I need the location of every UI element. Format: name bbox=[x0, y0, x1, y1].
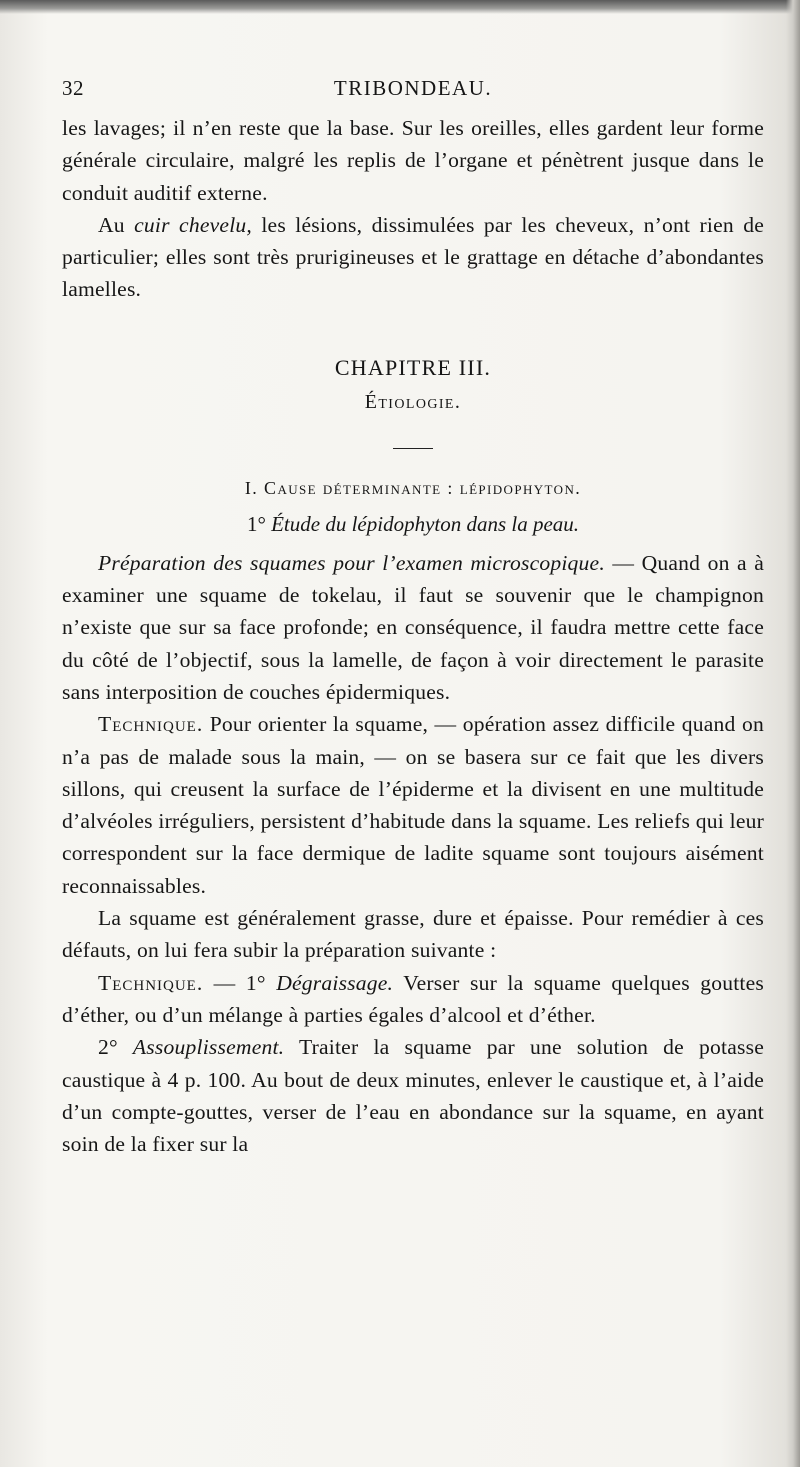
emphasis-cuir-chevelu: cuir chevelu, bbox=[134, 212, 252, 237]
emphasis-degraissage: Dégraissage. bbox=[276, 970, 394, 995]
step-number: 2° bbox=[98, 1035, 133, 1060]
section-title: I. Cause déterminante : lépidophyton. bbox=[244, 477, 582, 498]
text-rest: — Quand on a à examiner une squame de tokelau, il faut se souvenir que le champignon n’existe que sur sa face profonde; en conséquence, il faudra mettre cette face du côté de l’objectif, sous la lamelle, de façon à voir directement le parasite sans interposition de couches épidermiques. bbox=[62, 550, 765, 704]
running-title: TRIBONDEAU. bbox=[333, 76, 493, 100]
subsection-number: 1° bbox=[246, 511, 272, 536]
text-lead: Au bbox=[98, 212, 135, 237]
label-technique: Technique. bbox=[98, 970, 204, 995]
paragraph-cuir-chevelu bbox=[62, 209, 764, 306]
chapter-title: CHAPITRE III. bbox=[334, 354, 492, 380]
paragraph-continued: les lavages; il n’en reste que la base. Sur les oreilles, elles gardent leur forme générale circulaire, malgré les replis de l’organe et pénètrent jusque dans le conduit auditif externe. bbox=[62, 116, 764, 205]
emphasis-assouplissement: Assouplissement. bbox=[132, 1035, 285, 1060]
section-divider bbox=[393, 448, 433, 449]
emphasis-preparation: Préparation des squames pour l’examen microscopique. bbox=[98, 550, 605, 575]
text-dash: — 1° bbox=[203, 970, 277, 995]
text-rest: Pour orienter la squame, — opération assez difficile quand on n’a pas de malade sous la main, — on se basera sur ce fait que les divers sillons, qui creusent la surface de l’épiderme et la divisent en une multitude d’alvéoles irréguliers, persistent d’habitude dans la squame. Les reliefs qui leur correspondent sur la face dermique de ladite squame sont toujours aisément reconnaissables. bbox=[62, 712, 764, 898]
text-rest: Traiter la squame par une solution de potasse caustique à 4 p. 100. Au bout de deux minutes, enlever le caustique et, à l’aide d’un compte-gouttes, verser de l’eau en abondance sur la squame, en ayant soin de la fixer sur la bbox=[62, 1035, 764, 1157]
label-technique: Technique. bbox=[98, 712, 204, 737]
chapter-subtitle: Étiologie. bbox=[364, 390, 462, 413]
page-number: 32 bbox=[62, 76, 84, 100]
paragraph-technique-orientation bbox=[62, 708, 764, 902]
text-rest: Verser sur la squame quelques gouttes d’éther, ou d’un mélange à parties égales d’alcool et d’éther. bbox=[62, 970, 765, 1027]
paragraph-technique-degraissage bbox=[62, 967, 764, 1032]
running-head bbox=[62, 70, 764, 104]
paragraph-assouplissement bbox=[62, 1031, 764, 1160]
subsection-title bbox=[62, 505, 764, 543]
paragraph-squame: La squame est généralement grasse, dure et épaisse. Pour remédier à ces défauts, on lui fera subir la préparation suivante : bbox=[62, 906, 764, 963]
paragraph-preparation bbox=[62, 547, 764, 708]
scan-top-shadow bbox=[0, 0, 800, 14]
subsection-title-text: Étude du lépidophyton dans la peau. bbox=[271, 511, 580, 536]
text-rest: les lésions, dissimulées par les cheveux, n’ont rien de particulier; elles sont très prurigineuses et le grattage en détache d’abondantes lamelles. bbox=[62, 212, 765, 302]
scan-right-edge bbox=[786, 0, 800, 1467]
